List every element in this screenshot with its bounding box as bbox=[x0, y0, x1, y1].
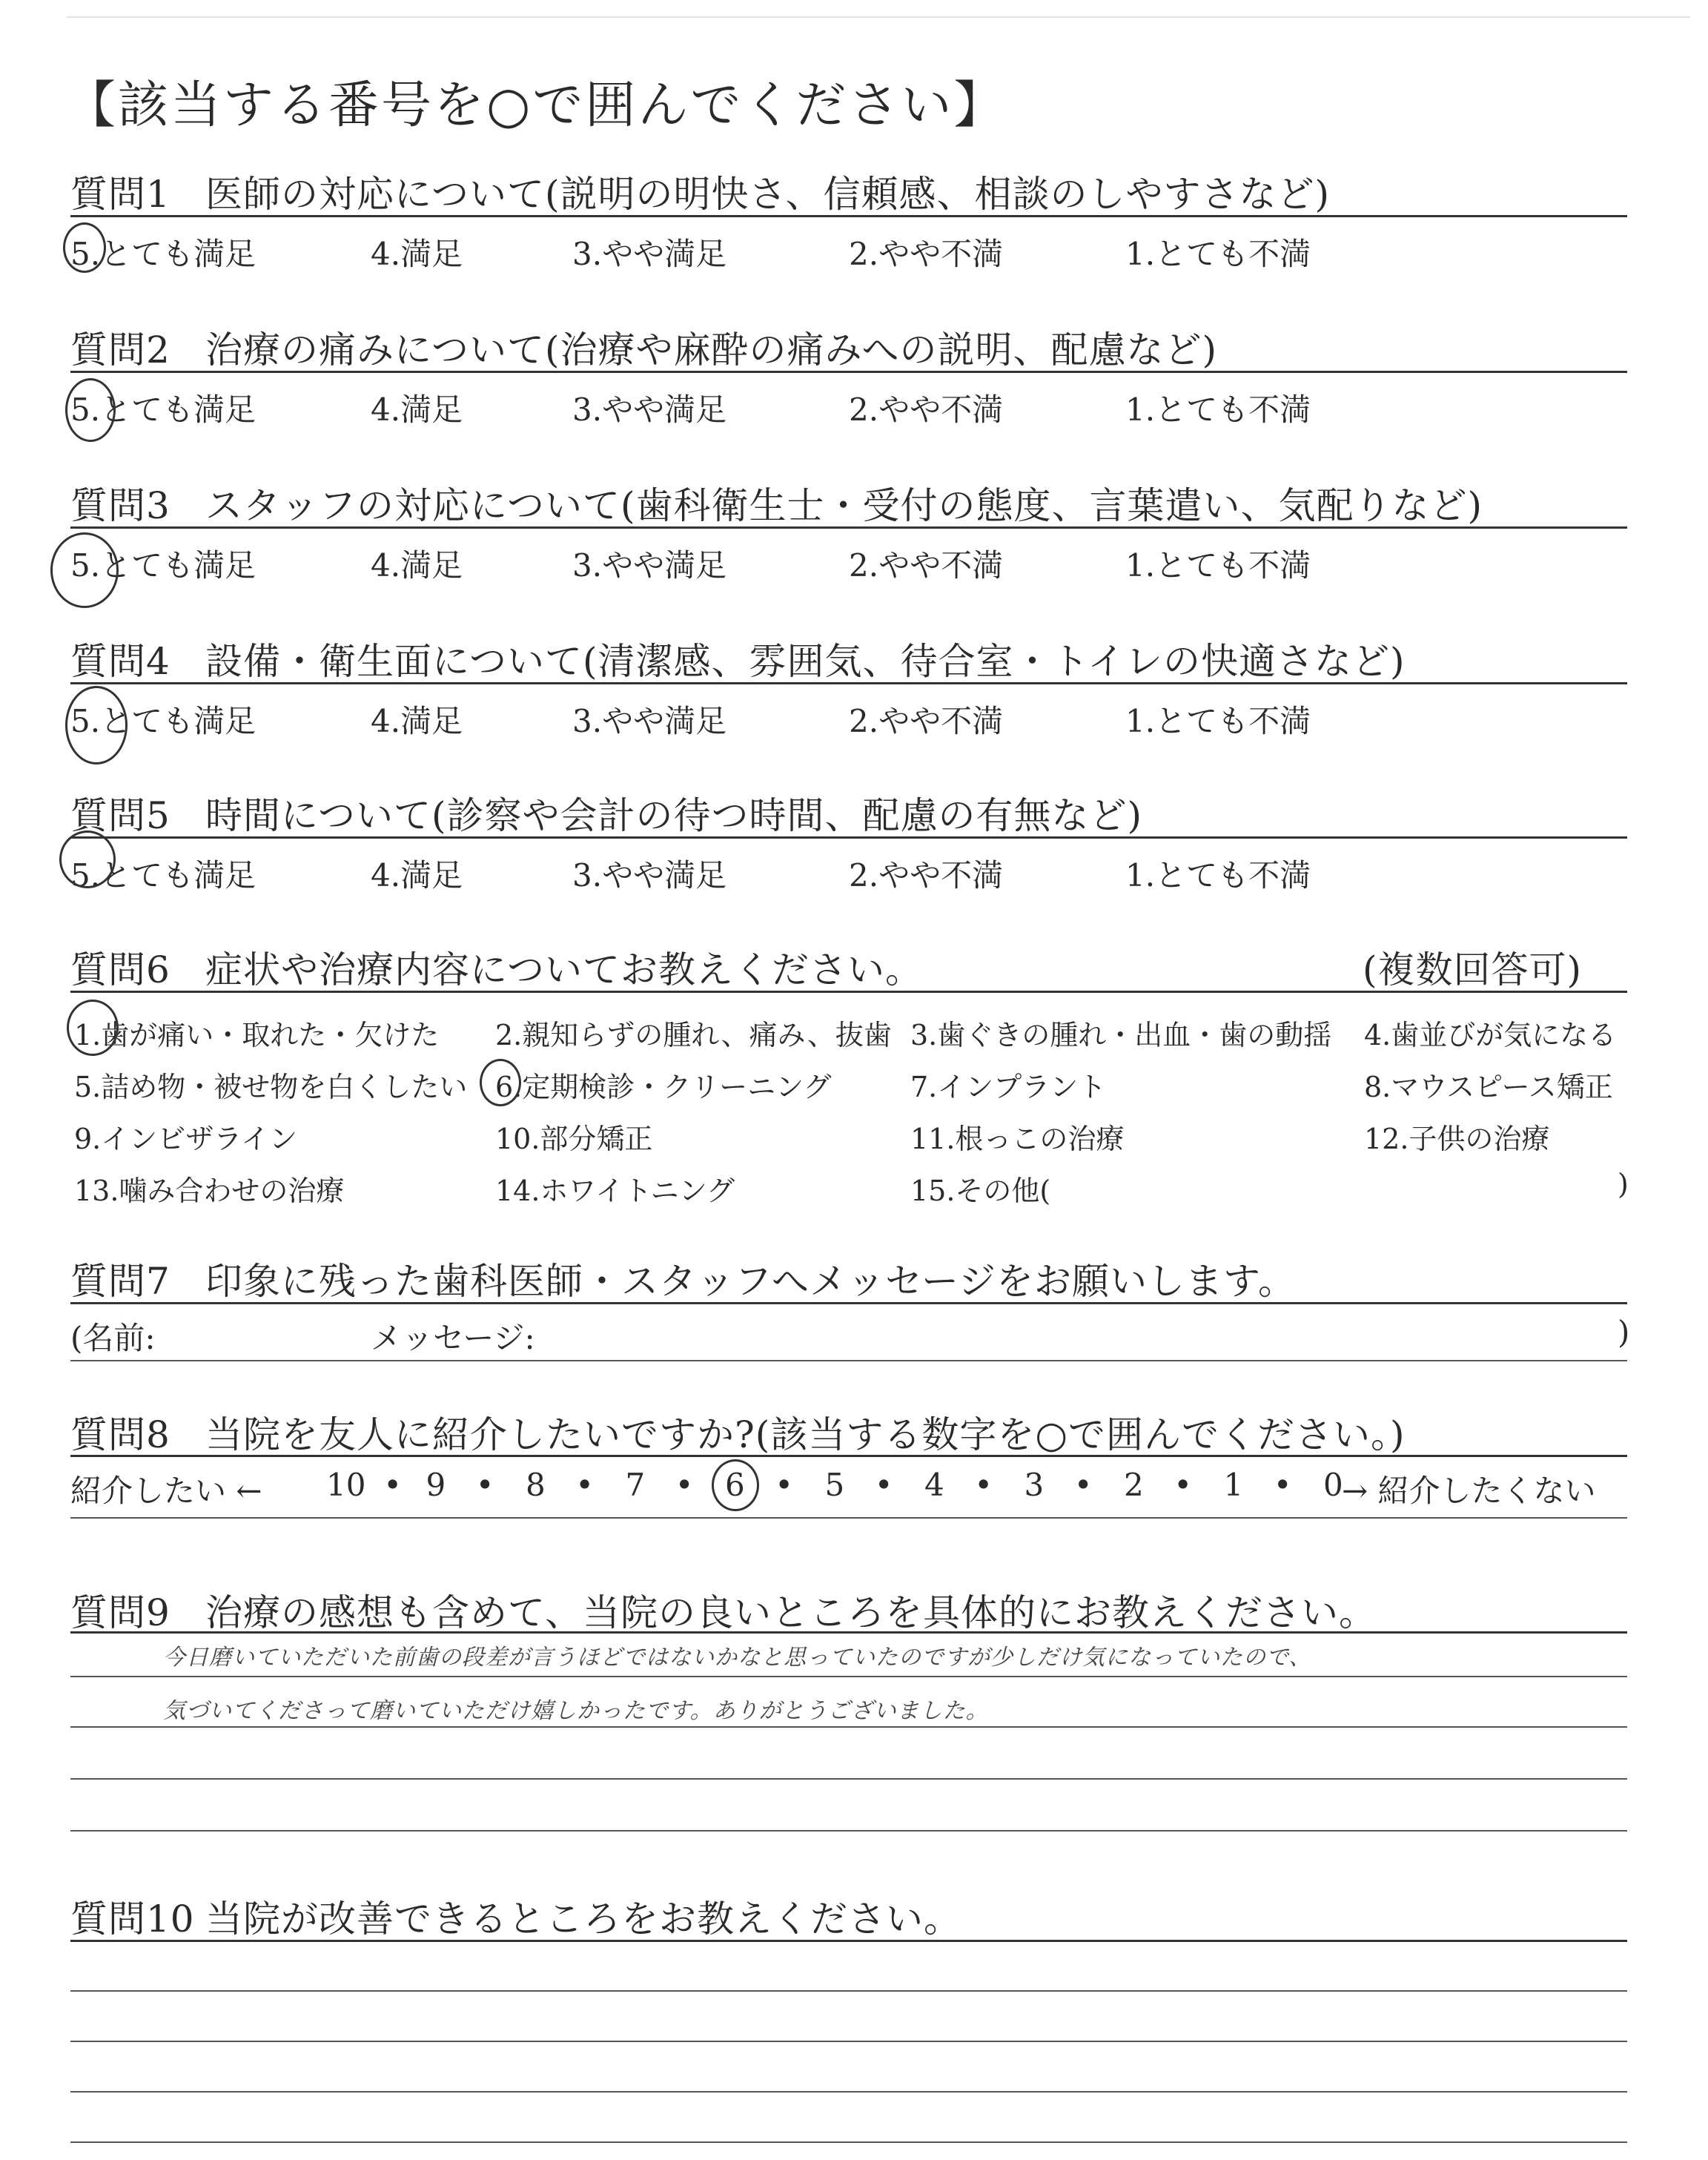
q6-option-11[interactable]: 11.根っこの治療 bbox=[910, 1123, 1125, 1155]
q1-option-5[interactable]: 5.とても満足 bbox=[70, 236, 256, 272]
question-label: 質問9 bbox=[70, 1591, 171, 1634]
q6-option-12[interactable]: 12.子供の治療 bbox=[1364, 1123, 1550, 1155]
q6-selection-circle-6 bbox=[480, 1059, 521, 1106]
divider bbox=[70, 215, 1627, 217]
scale-separator-dot: • bbox=[575, 1467, 595, 1503]
q6-option-14[interactable]: 14.ホワイトニング bbox=[495, 1175, 735, 1207]
question-4-heading bbox=[70, 632, 1406, 685]
top-border bbox=[67, 16, 1690, 18]
scale-value-8[interactable]: 8 bbox=[526, 1467, 546, 1503]
scale-separator-dot: • bbox=[675, 1467, 694, 1503]
divider bbox=[70, 371, 1627, 373]
question-9-heading bbox=[70, 1583, 1377, 1636]
question-6-heading bbox=[70, 940, 923, 994]
q2-option-1[interactable]: 1.とても不満 bbox=[1125, 392, 1311, 428]
scale-value-0[interactable]: 0 bbox=[1323, 1467, 1343, 1503]
q6-option-6[interactable]: 6.定期検診・クリーニング bbox=[495, 1071, 832, 1103]
q2-option-4[interactable]: 4.満足 bbox=[371, 392, 463, 428]
question-label: 質問8 bbox=[70, 1413, 171, 1456]
scale-separator-dot: • bbox=[1073, 1467, 1093, 1503]
q6-option-13[interactable]: 13.噛み合わせの治療 bbox=[74, 1175, 345, 1207]
question-8-heading bbox=[70, 1405, 1405, 1459]
q4-option-4[interactable]: 4.満足 bbox=[371, 703, 463, 739]
divider bbox=[70, 836, 1627, 839]
q5-option-1[interactable]: 1.とても不満 bbox=[1125, 857, 1311, 894]
divider bbox=[70, 991, 1627, 993]
q1-option-1[interactable]: 1.とても不満 bbox=[1125, 236, 1311, 272]
scale-value-10[interactable]: 10 bbox=[326, 1467, 366, 1503]
scale-separator-dot: • bbox=[1273, 1467, 1292, 1503]
q4-option-5[interactable]: 5.とても満足 bbox=[70, 703, 256, 739]
question-text: 当院が改善できるところをお教えください。 bbox=[205, 1898, 961, 1941]
question-text: 症状や治療内容についてお教えください。 bbox=[205, 948, 923, 991]
scale-separator-dot: • bbox=[974, 1467, 993, 1503]
answer-line bbox=[70, 1676, 1627, 1677]
q6-option-10[interactable]: 10.部分矯正 bbox=[495, 1123, 653, 1155]
q6-option-3[interactable]: 3.歯ぐきの腫れ・出血・歯の動揺 bbox=[910, 1019, 1332, 1051]
question-text: 時間について(診察や会計の待つ時間、配慮の有無など) bbox=[205, 794, 1143, 837]
q6-option-9[interactable]: 9.インビザライン bbox=[74, 1123, 298, 1155]
question-text: スタッフの対応について(歯科衛生士・受付の態度、言葉遣い、気配りなど) bbox=[205, 484, 1483, 527]
question-text: 設備・衛生面について(清潔感、雰囲気、待合室・トイレの快適さなど) bbox=[205, 640, 1406, 683]
q7-name-label: (名前: bbox=[70, 1320, 156, 1356]
q5-option-4[interactable]: 4.満足 bbox=[371, 857, 463, 894]
q2-option-3[interactable]: 3.やや満足 bbox=[572, 392, 727, 428]
q1-option-3[interactable]: 3.やや満足 bbox=[572, 236, 727, 272]
q5-option-2[interactable]: 2.やや不満 bbox=[849, 857, 1004, 894]
q9-answer-line-1: 今日磨いていただいた前歯の段差が言うほどではないかなと思っていたのですが少しだけ気になっていたので、 bbox=[163, 1645, 1312, 1671]
question-1-heading bbox=[70, 165, 1330, 218]
q6-option-4[interactable]: 4.歯並びが気になる bbox=[1364, 1019, 1617, 1051]
q6-option-8[interactable]: 8.マウスピース矯正 bbox=[1364, 1071, 1613, 1103]
q2-option-5[interactable]: 5.とても満足 bbox=[70, 392, 256, 428]
q2-option-2[interactable]: 2.やや不満 bbox=[849, 392, 1004, 428]
scale-separator-dot: • bbox=[475, 1467, 494, 1503]
question-5-heading bbox=[70, 786, 1142, 839]
question-text: 医師の対応について(説明の明快さ、信頼感、相談のしやすさなど) bbox=[205, 173, 1331, 216]
question-label: 質問7 bbox=[70, 1260, 171, 1303]
q5-option-3[interactable]: 3.やや満足 bbox=[572, 857, 727, 894]
q6-option-1[interactable]: 1.歯が痛い・取れた・欠けた bbox=[74, 1019, 440, 1051]
answer-line bbox=[70, 1830, 1627, 1832]
answer-line bbox=[70, 1990, 1627, 1992]
divider bbox=[70, 1940, 1627, 1942]
scale-separator-dot: • bbox=[775, 1467, 794, 1503]
question-10-heading bbox=[70, 1889, 961, 1943]
q6-selection-circle-1 bbox=[67, 1000, 119, 1056]
q6-option-2[interactable]: 2.親知らずの腫れ、痛み、抜歯 bbox=[495, 1019, 892, 1051]
page-title: 【該当する番号を○で囲んでください】 bbox=[65, 76, 1007, 135]
divider bbox=[70, 526, 1627, 529]
scale-value-2[interactable]: 2 bbox=[1124, 1467, 1144, 1503]
q3-option-5[interactable]: 5.とても満足 bbox=[70, 547, 256, 584]
scale-selection-circle bbox=[712, 1459, 759, 1511]
q5-option-5[interactable]: 5.とても満足 bbox=[70, 857, 256, 894]
scale-separator-dot: • bbox=[383, 1467, 403, 1503]
q6-other-close-paren: ) bbox=[1618, 1168, 1629, 1200]
answer-line bbox=[70, 1778, 1627, 1780]
q4-selection-circle bbox=[65, 686, 128, 764]
q7-message-label: メッセージ: bbox=[371, 1320, 535, 1356]
question-text: 当院を友人に紹介したいですか?(該当する数字を○で囲んでください。) bbox=[205, 1413, 1406, 1456]
question-text: 治療の痛みについて(治療や麻酔の痛みへの説明、配慮など) bbox=[205, 328, 1218, 371]
divider bbox=[70, 682, 1627, 684]
question-label: 質問2 bbox=[70, 328, 171, 371]
question-text: 印象に残った歯科医師・スタッフへメッセージをお願いします。 bbox=[205, 1260, 1296, 1303]
q1-selection-circle bbox=[63, 222, 106, 273]
recommend-left-label: 紹介したい ← bbox=[70, 1473, 262, 1509]
answer-line bbox=[70, 2141, 1627, 2143]
divider bbox=[70, 1302, 1627, 1304]
q6-option-5[interactable]: 5.詰め物・被せ物を白くしたい bbox=[74, 1071, 468, 1103]
recommend-right-label: → 紹介したくない bbox=[1342, 1473, 1596, 1509]
scale-value-7[interactable]: 7 bbox=[625, 1467, 646, 1503]
scale-value-6[interactable]: 6 bbox=[725, 1467, 745, 1503]
question-2-heading bbox=[70, 320, 1217, 374]
scale-value-1[interactable]: 1 bbox=[1223, 1467, 1244, 1503]
q7-close-paren: ) bbox=[1618, 1314, 1630, 1350]
scale-value-5[interactable]: 5 bbox=[824, 1467, 845, 1503]
divider bbox=[70, 1455, 1627, 1457]
q5-selection-circle bbox=[59, 830, 116, 888]
answer-line bbox=[70, 2041, 1627, 2042]
scale-value-9[interactable]: 9 bbox=[426, 1467, 446, 1503]
q1-option-4[interactable]: 4.満足 bbox=[371, 236, 463, 272]
question-7-heading bbox=[70, 1252, 1296, 1305]
scale-separator-dot: • bbox=[1174, 1467, 1193, 1503]
answer-line bbox=[70, 1726, 1627, 1728]
multiple-answer-note: (複数回答可) bbox=[1363, 948, 1583, 991]
scale-value-3[interactable]: 3 bbox=[1024, 1467, 1045, 1503]
q3-option-3[interactable]: 3.やや満足 bbox=[572, 547, 727, 584]
q3-option-1[interactable]: 1.とても不満 bbox=[1125, 547, 1311, 584]
scale-value-4[interactable]: 4 bbox=[924, 1467, 944, 1503]
divider bbox=[70, 1631, 1627, 1634]
divider bbox=[70, 1360, 1627, 1361]
q9-answer-line-2: 気づいてくださって磨いていただけ嬉しかったです。ありがとうございました。 bbox=[163, 1698, 989, 1724]
q4-option-2[interactable]: 2.やや不満 bbox=[849, 703, 1004, 739]
question-3-heading bbox=[70, 476, 1483, 529]
q3-option-4[interactable]: 4.満足 bbox=[371, 547, 463, 584]
q6-option-7[interactable]: 7.インプラント bbox=[910, 1071, 1107, 1103]
question-text: 治療の感想も含めて、当院の良いところを具体的にお教えください。 bbox=[205, 1591, 1377, 1634]
q6-option-15[interactable]: 15.その他( bbox=[910, 1175, 1051, 1207]
q3-option-2[interactable]: 2.やや不満 bbox=[849, 547, 1004, 584]
question-label: 質問1 bbox=[70, 173, 171, 216]
q2-selection-circle bbox=[65, 378, 116, 442]
scale-separator-dot: • bbox=[874, 1467, 893, 1503]
question-label: 質問4 bbox=[70, 640, 171, 683]
q4-option-1[interactable]: 1.とても不満 bbox=[1125, 703, 1311, 739]
q4-option-3[interactable]: 3.やや満足 bbox=[572, 703, 727, 739]
q1-option-2[interactable]: 2.やや不満 bbox=[849, 236, 1004, 272]
answer-line bbox=[70, 2091, 1627, 2093]
divider bbox=[70, 1517, 1627, 1519]
question-label: 質問6 bbox=[70, 948, 171, 991]
q3-selection-circle bbox=[50, 532, 119, 608]
question-label: 質問3 bbox=[70, 484, 171, 527]
question-label: 質問10 bbox=[70, 1898, 195, 1941]
question-label: 質問5 bbox=[70, 794, 171, 837]
